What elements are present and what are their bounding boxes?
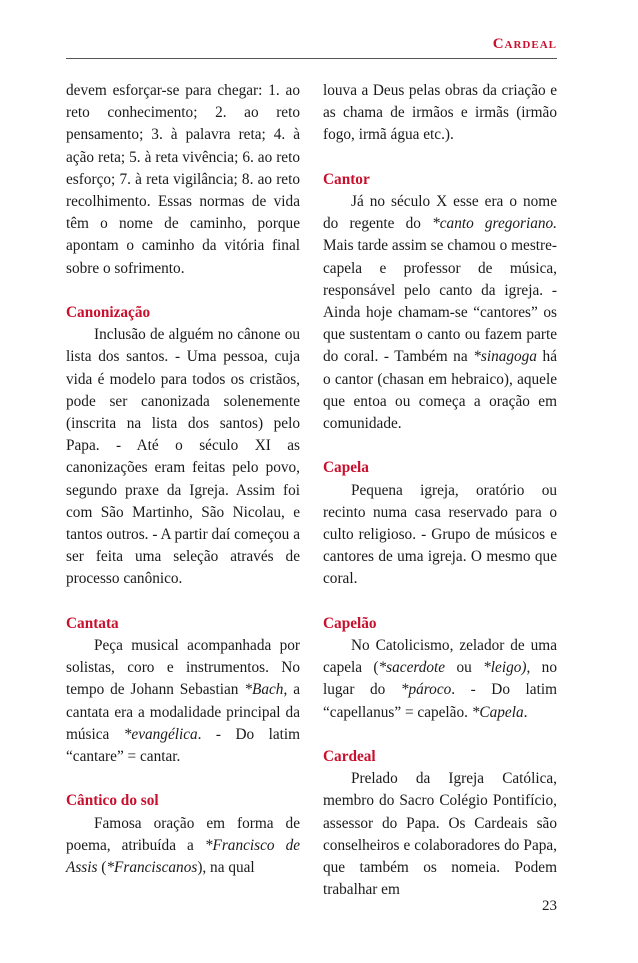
cross-reference: *Capela xyxy=(471,703,524,721)
entry-title: Cantor xyxy=(323,170,370,188)
entry-cantata xyxy=(66,613,300,768)
header-rule xyxy=(66,58,557,59)
continued-paragraph: louva a Deus pelas obras da criação e as chama de irmãos e irmãs (irmão fogo, irmã água etc.). xyxy=(323,82,557,144)
entry-cantor xyxy=(323,169,557,435)
entry-title: Cântico do sol xyxy=(66,792,159,810)
left-column xyxy=(66,80,300,879)
entry-canonizacao xyxy=(66,302,300,591)
entry-title: Cardeal xyxy=(323,748,376,766)
entry-title: Cantata xyxy=(66,614,119,632)
entry-capelao xyxy=(323,613,557,724)
cross-reference: *leigo) xyxy=(483,659,527,677)
entry-text: No Catolicismo, zelador de uma capela (*sacerdote ou *leigo), no lugar do *pároco. - Do latim “capellanus” = capelão. *Capela. xyxy=(323,637,557,721)
cross-reference: *Francisco de Assis xyxy=(66,836,301,877)
cross-reference: *Bach xyxy=(244,681,284,699)
entry-text: Peça musical acompanhada por solistas, coro e instrumentos. No tempo de Johann Sebastian *Bach, a cantata era a modalidade principal da música *evangélica. - Do latim “cantare” = cantar. xyxy=(66,637,301,766)
entry-title: Capelão xyxy=(323,614,377,632)
entry-cardeal xyxy=(323,746,557,901)
running-header: Cardeal xyxy=(492,36,557,52)
entry-text: Pequena igreja, oratório ou recinto numa casa reservado para o culto religioso. - Grupo de músicos e cantores de uma igreja. O mesmo que coral. xyxy=(323,481,557,588)
continued-paragraph: devem esforçar-se para chegar: 1. ao reto conhecimento; 2. ao reto pensamento; 3. à palavra reta; 4. à ação reta; 5. à reta vivência; 6. ao reto esforço; 7. à reta vigilância; 8. ao reto recolhimento. Essas normas de vida têm o nome de caminho, porque apontam o caminho da vitória final sobre o sofrimento. xyxy=(66,82,300,277)
entry-title: Capela xyxy=(323,459,369,477)
cross-reference: *Franciscanos xyxy=(106,859,198,877)
entry-text: Já no século X esse era o nome do regente do *canto gregoriano. Mais tarde assim se chamou o mestre-capela e professor de música, responsável pelo canto da igreja. - Ainda hoje chamam-se “cantores” os que sustentam o canto ou fazem parte do coral. - Também na *sinagoga há o cantor (chasan em hebraico), aquele que entoa ou começa a oração em comunidade. xyxy=(323,193,557,433)
cross-reference: *sacerdote xyxy=(378,659,446,677)
page-number: 23 xyxy=(542,898,557,914)
cross-reference: *evangélica xyxy=(123,725,198,743)
cross-reference: *pároco xyxy=(400,681,452,699)
entry-capela xyxy=(323,457,557,590)
entry-title: Canonização xyxy=(66,304,151,322)
right-column xyxy=(323,80,557,901)
entry-text: Famosa oração em forma de poema, atribuída a *Francisco de Assis (*Franciscanos), na qual xyxy=(66,814,301,877)
cross-reference: *canto gregoriano. xyxy=(432,215,557,233)
entry-text: Prelado da Igreja Católica, membro do Sacro Colégio Pontifício, assessor do Papa. Os Cardeais são conselheiros e colaboradores do Papa, que também os nomeia. Podem trabalhar em xyxy=(323,770,557,899)
cross-reference: *sinagoga xyxy=(473,348,537,366)
entry-text: Inclusão de alguém no cânone ou lista dos santos. - Uma pessoa, cuja vida é modelo para todos os cristãos, pode ser canonizada solenemente (inscrita na lista dos santos) pelo Papa. - Até o século XI as canonizações eram feitas pelo povo, segundo praxe da Igreja. Assim foi com São Martinho, São Nicolau, e tantos outros. - A partir daí começou a ser feita uma seleção através de processo canônico. xyxy=(66,326,300,588)
entry-cantico-do-sol xyxy=(66,790,300,879)
